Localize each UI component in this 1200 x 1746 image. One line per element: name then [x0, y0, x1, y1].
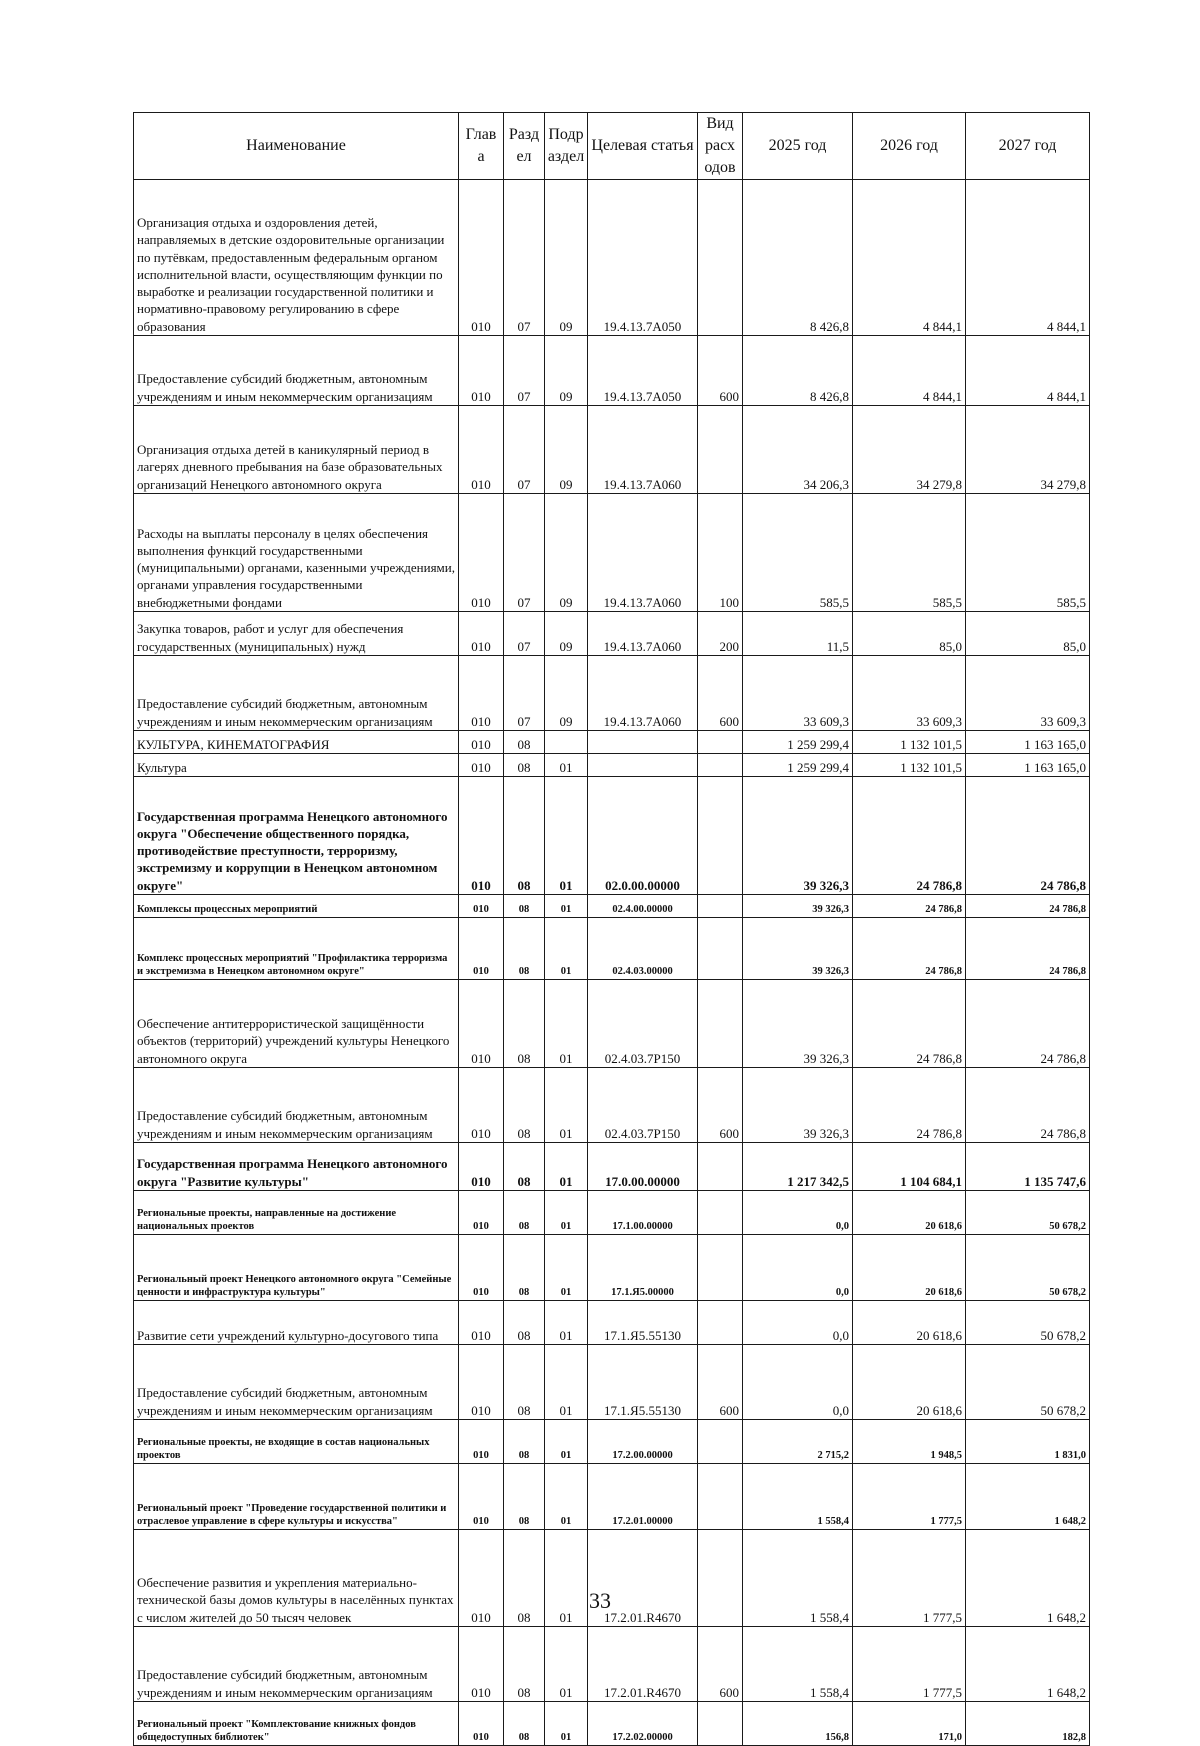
header-glava: Глав а [459, 113, 504, 180]
row-2027: 4 844,1 [966, 180, 1090, 336]
row-name: КУЛЬТУРА, КИНЕМАТОГРАФИЯ [134, 731, 459, 754]
table-row [134, 731, 1090, 754]
row-podrazdel: 09 [545, 406, 588, 494]
table-row [134, 1702, 1090, 1746]
row-name: Организация отдыха детей в каникулярный период в лагерях дневного пребывания на базе образовательных организаций Ненецкого автономного округа [134, 406, 459, 494]
row-razdel: 07 [504, 406, 545, 494]
row-2026: 171,0 [853, 1702, 966, 1746]
row-statya: 17.2.01.R4670 [588, 1530, 698, 1627]
row-razdel: 08 [504, 1702, 545, 1746]
row-glava: 010 [459, 1143, 504, 1191]
row-2027: 85,0 [966, 612, 1090, 656]
row-podrazdel: 01 [545, 895, 588, 918]
row-statya: 19.4.13.7А060 [588, 406, 698, 494]
table-row [134, 1464, 1090, 1530]
row-razdel: 08 [504, 1345, 545, 1420]
row-statya: 02.4.03.7Р150 [588, 980, 698, 1068]
row-2025: 39 326,3 [743, 980, 853, 1068]
row-2027: 24 786,8 [966, 918, 1090, 980]
row-statya: 02.4.00.00000 [588, 895, 698, 918]
row-vid [698, 777, 743, 895]
row-name: Предоставление субсидий бюджетным, автономным учреждениям и иным некоммерческим организациям [134, 656, 459, 731]
row-podrazdel [545, 731, 588, 754]
row-statya: 19.4.13.7А050 [588, 180, 698, 336]
row-2027: 1 831,0 [966, 1420, 1090, 1464]
table-row [134, 612, 1090, 656]
row-name: Расходы на выплаты персоналу в целях обеспечения выполнения функций государственными (муниципальными) органами, казенными учреждениями, органами управления государственными внебюджетными фондами [134, 494, 459, 612]
table-row [134, 180, 1090, 336]
row-statya: 17.1.00.00000 [588, 1191, 698, 1235]
row-razdel: 07 [504, 180, 545, 336]
row-razdel: 08 [504, 918, 545, 980]
row-2027: 24 786,8 [966, 777, 1090, 895]
row-2025: 1 217 342,5 [743, 1143, 853, 1191]
page-number: 33 [589, 1588, 611, 1613]
row-glava: 010 [459, 1530, 504, 1627]
row-vid [698, 895, 743, 918]
row-name: Развитие сети учреждений культурно-досугового типа [134, 1301, 459, 1345]
row-vid: 200 [698, 612, 743, 656]
table-row [134, 1235, 1090, 1301]
row-podrazdel: 01 [545, 1301, 588, 1345]
row-name: Региональные проекты, не входящие в состав национальных проектов [134, 1420, 459, 1464]
row-vid [698, 1420, 743, 1464]
table-body [134, 180, 1090, 1746]
row-name: Предоставление субсидий бюджетным, автономным учреждениям и иным некоммерческим организациям [134, 1068, 459, 1143]
row-statya: 02.4.03.00000 [588, 918, 698, 980]
row-glava: 010 [459, 918, 504, 980]
budget-table [133, 112, 1090, 1746]
row-razdel: 08 [504, 1191, 545, 1235]
row-vid [698, 180, 743, 336]
header-razdel: Разд ел [504, 113, 545, 180]
row-2025: 33 609,3 [743, 656, 853, 731]
row-vid [698, 1191, 743, 1235]
row-name: Комплекс процессных мероприятий "Профилактика терроризма и экстремизма в Ненецком автономном округе" [134, 918, 459, 980]
row-statya: 02.4.03.7Р150 [588, 1068, 698, 1143]
row-glava: 010 [459, 980, 504, 1068]
row-2027: 1 163 165,0 [966, 754, 1090, 777]
row-glava: 010 [459, 336, 504, 406]
row-2026: 24 786,8 [853, 777, 966, 895]
row-podrazdel: 01 [545, 754, 588, 777]
row-2027: 1 648,2 [966, 1530, 1090, 1627]
row-glava: 010 [459, 777, 504, 895]
row-podrazdel: 01 [545, 1235, 588, 1301]
row-podrazdel: 09 [545, 612, 588, 656]
row-statya: 17.2.01.00000 [588, 1464, 698, 1530]
row-2026: 1 777,5 [853, 1530, 966, 1627]
row-statya: 17.2.00.00000 [588, 1420, 698, 1464]
row-statya: 17.1.Я5.55130 [588, 1345, 698, 1420]
table-row [134, 1420, 1090, 1464]
row-razdel: 08 [504, 731, 545, 754]
row-vid [698, 1702, 743, 1746]
row-2025: 1 259 299,4 [743, 731, 853, 754]
row-2025: 39 326,3 [743, 777, 853, 895]
row-glava: 010 [459, 1235, 504, 1301]
row-glava: 010 [459, 1301, 504, 1345]
row-razdel: 07 [504, 336, 545, 406]
row-2026: 1 132 101,5 [853, 731, 966, 754]
row-glava: 010 [459, 656, 504, 731]
row-razdel: 07 [504, 656, 545, 731]
table-row [134, 406, 1090, 494]
row-podrazdel: 01 [545, 1345, 588, 1420]
row-2026: 585,5 [853, 494, 966, 612]
row-podrazdel: 01 [545, 1143, 588, 1191]
row-2026: 20 618,6 [853, 1191, 966, 1235]
row-2026: 85,0 [853, 612, 966, 656]
row-razdel: 08 [504, 1143, 545, 1191]
row-glava: 010 [459, 1068, 504, 1143]
row-statya [588, 731, 698, 754]
row-2025: 1 558,4 [743, 1530, 853, 1627]
row-2026: 1 104 684,1 [853, 1143, 966, 1191]
row-2025: 39 326,3 [743, 895, 853, 918]
row-name: Культура [134, 754, 459, 777]
row-name: Обеспечение развития и укрепления материально-технической базы домов культуры в населённых пунктах с числом жителей до 50 тысяч человек [134, 1530, 459, 1627]
row-razdel: 08 [504, 895, 545, 918]
table-row [134, 918, 1090, 980]
row-glava: 010 [459, 494, 504, 612]
row-vid [698, 406, 743, 494]
row-2026: 20 618,6 [853, 1235, 966, 1301]
row-podrazdel: 09 [545, 656, 588, 731]
row-2026: 20 618,6 [853, 1345, 966, 1420]
row-2025: 0,0 [743, 1301, 853, 1345]
row-vid: 600 [698, 1345, 743, 1420]
row-2026: 24 786,8 [853, 980, 966, 1068]
row-2027: 4 844,1 [966, 336, 1090, 406]
row-podrazdel: 01 [545, 1702, 588, 1746]
row-statya: 17.1.Я5.55130 [588, 1301, 698, 1345]
row-statya: 19.4.13.7А060 [588, 494, 698, 612]
row-2025: 0,0 [743, 1235, 853, 1301]
row-2026: 34 279,8 [853, 406, 966, 494]
header-2026: 2026 год [853, 113, 966, 180]
row-vid [698, 1464, 743, 1530]
row-glava: 010 [459, 1702, 504, 1746]
row-name: Государственная программа Ненецкого автономного округа "Развитие культуры" [134, 1143, 459, 1191]
row-name: Региональные проекты, направленные на достижение национальных проектов [134, 1191, 459, 1235]
row-2027: 24 786,8 [966, 1068, 1090, 1143]
table-row [134, 1627, 1090, 1702]
row-razdel: 08 [504, 1420, 545, 1464]
row-2026: 1 777,5 [853, 1464, 966, 1530]
row-podrazdel: 01 [545, 1420, 588, 1464]
row-2027: 50 678,2 [966, 1301, 1090, 1345]
header-podrazdel: Подр аздел [545, 113, 588, 180]
row-2025: 1 558,4 [743, 1627, 853, 1702]
row-name: Региональный проект Ненецкого автономного округа "Семейные ценности и инфраструктура культуры" [134, 1235, 459, 1301]
row-name: Комплексы процессных мероприятий [134, 895, 459, 918]
row-2026: 24 786,8 [853, 918, 966, 980]
row-glava: 010 [459, 1420, 504, 1464]
row-name: Закупка товаров, работ и услуг для обеспечения государственных (муниципальных) нужд [134, 612, 459, 656]
row-2027: 50 678,2 [966, 1345, 1090, 1420]
row-statya: 02.0.00.00000 [588, 777, 698, 895]
row-podrazdel: 01 [545, 777, 588, 895]
row-vid [698, 918, 743, 980]
row-razdel: 07 [504, 494, 545, 612]
row-razdel: 08 [504, 1530, 545, 1627]
row-glava: 010 [459, 180, 504, 336]
row-statya: 17.1.Я5.00000 [588, 1235, 698, 1301]
table-row [134, 1301, 1090, 1345]
table-row [134, 754, 1090, 777]
row-vid [698, 980, 743, 1068]
row-glava: 010 [459, 895, 504, 918]
table-row [134, 1143, 1090, 1191]
row-2026: 24 786,8 [853, 895, 966, 918]
row-vid [698, 731, 743, 754]
row-2026: 20 618,6 [853, 1301, 966, 1345]
row-name: Предоставление субсидий бюджетным, автономным учреждениям и иным некоммерческим организациям [134, 1627, 459, 1702]
row-podrazdel: 01 [545, 1627, 588, 1702]
row-2027: 182,8 [966, 1702, 1090, 1746]
row-statya: 17.2.02.00000 [588, 1702, 698, 1746]
row-podrazdel: 01 [545, 1191, 588, 1235]
row-2026: 1 948,5 [853, 1420, 966, 1464]
row-glava: 010 [459, 731, 504, 754]
row-2027: 1 163 165,0 [966, 731, 1090, 754]
row-razdel: 07 [504, 612, 545, 656]
row-glava: 010 [459, 1464, 504, 1530]
row-vid: 600 [698, 336, 743, 406]
row-2025: 39 326,3 [743, 1068, 853, 1143]
row-2025: 34 206,3 [743, 406, 853, 494]
row-2025: 1 259 299,4 [743, 754, 853, 777]
header-name: Наименование [134, 113, 459, 180]
row-statya: 19.4.13.7А060 [588, 656, 698, 731]
row-2026: 4 844,1 [853, 180, 966, 336]
table-header-row [134, 113, 1090, 180]
row-2027: 1 648,2 [966, 1627, 1090, 1702]
row-vid [698, 1235, 743, 1301]
row-name: Организация отдыха и оздоровления детей, направляемых в детские оздоровительные организации по путёвкам, предоставленным федеральным органом исполнительной власти, осуществляющим функции по выработке и реализации государственной политики и нормативно-правовому регулированию в сфере образования [134, 180, 459, 336]
row-vid: 600 [698, 656, 743, 731]
row-2026: 24 786,8 [853, 1068, 966, 1143]
row-glava: 010 [459, 612, 504, 656]
row-2027: 50 678,2 [966, 1191, 1090, 1235]
table-row [134, 895, 1090, 918]
table-row [134, 1345, 1090, 1420]
table-row [134, 980, 1090, 1068]
row-2025: 585,5 [743, 494, 853, 612]
row-2027: 1 135 747,6 [966, 1143, 1090, 1191]
row-podrazdel: 09 [545, 180, 588, 336]
table-row [134, 1068, 1090, 1143]
row-2027: 24 786,8 [966, 895, 1090, 918]
row-2025: 8 426,8 [743, 336, 853, 406]
row-2026: 1 132 101,5 [853, 754, 966, 777]
row-2025: 11,5 [743, 612, 853, 656]
row-glava: 010 [459, 1191, 504, 1235]
row-2025: 0,0 [743, 1191, 853, 1235]
row-podrazdel: 01 [545, 1068, 588, 1143]
row-statya: 17.0.00.00000 [588, 1143, 698, 1191]
row-razdel: 08 [504, 1627, 545, 1702]
row-2027: 1 648,2 [966, 1464, 1090, 1530]
row-vid: 600 [698, 1068, 743, 1143]
row-razdel: 08 [504, 754, 545, 777]
row-statya: 19.4.13.7А050 [588, 336, 698, 406]
row-razdel: 08 [504, 1464, 545, 1530]
header-statya: Целевая статья [588, 113, 698, 180]
row-razdel: 08 [504, 1068, 545, 1143]
header-2025: 2025 год [743, 113, 853, 180]
row-2025: 39 326,3 [743, 918, 853, 980]
row-vid: 100 [698, 494, 743, 612]
row-name: Обеспечение антитеррористической защищённости объектов (территорий) учреждений культуры Ненецкого автономного округа [134, 980, 459, 1068]
row-2025: 1 558,4 [743, 1464, 853, 1530]
row-name: Предоставление субсидий бюджетным, автономным учреждениям и иным некоммерческим организациям [134, 1345, 459, 1420]
row-glava: 010 [459, 1345, 504, 1420]
row-podrazdel: 01 [545, 1530, 588, 1627]
row-podrazdel: 01 [545, 918, 588, 980]
header-2027: 2027 год [966, 113, 1090, 180]
row-vid: 600 [698, 1627, 743, 1702]
table-row [134, 494, 1090, 612]
row-podrazdel: 01 [545, 980, 588, 1068]
row-glava: 010 [459, 1627, 504, 1702]
row-name: Предоставление субсидий бюджетным, автономным учреждениям и иным некоммерческим организациям [134, 336, 459, 406]
row-2027: 33 609,3 [966, 656, 1090, 731]
table-row [134, 336, 1090, 406]
row-statya [588, 754, 698, 777]
row-podrazdel: 01 [545, 1464, 588, 1530]
row-name: Региональный проект "Комплектование книжных фондов общедоступных библиотек" [134, 1702, 459, 1746]
row-statya: 19.4.13.7А060 [588, 612, 698, 656]
row-2026: 33 609,3 [853, 656, 966, 731]
row-glava: 010 [459, 754, 504, 777]
row-name: Государственная программа Ненецкого автономного округа "Обеспечение общественного порядка, противодействие преступности, терроризму, экстремизму и коррупции в Ненецком автономном округе" [134, 777, 459, 895]
table-row [134, 777, 1090, 895]
row-2025: 2 715,2 [743, 1420, 853, 1464]
row-statya: 17.2.01.R4670 [588, 1627, 698, 1702]
row-2027: 34 279,8 [966, 406, 1090, 494]
row-2027: 585,5 [966, 494, 1090, 612]
row-podrazdel: 09 [545, 494, 588, 612]
row-2026: 4 844,1 [853, 336, 966, 406]
table-row [134, 1191, 1090, 1235]
row-2025: 8 426,8 [743, 180, 853, 336]
row-2027: 50 678,2 [966, 1235, 1090, 1301]
row-vid [698, 1143, 743, 1191]
row-razdel: 08 [504, 980, 545, 1068]
row-2027: 24 786,8 [966, 980, 1090, 1068]
row-razdel: 08 [504, 1301, 545, 1345]
row-razdel: 08 [504, 1235, 545, 1301]
table-row [134, 656, 1090, 731]
row-2025: 0,0 [743, 1345, 853, 1420]
row-2026: 1 777,5 [853, 1627, 966, 1702]
header-vid: Вид расх одов [698, 113, 743, 180]
row-2025: 156,8 [743, 1702, 853, 1746]
row-vid [698, 754, 743, 777]
row-name: Региональный проект "Проведение государственной политики и отраслевое управление в сфере культуры и искусства" [134, 1464, 459, 1530]
row-podrazdel: 09 [545, 336, 588, 406]
row-razdel: 08 [504, 777, 545, 895]
row-vid [698, 1301, 743, 1345]
row-glava: 010 [459, 406, 504, 494]
